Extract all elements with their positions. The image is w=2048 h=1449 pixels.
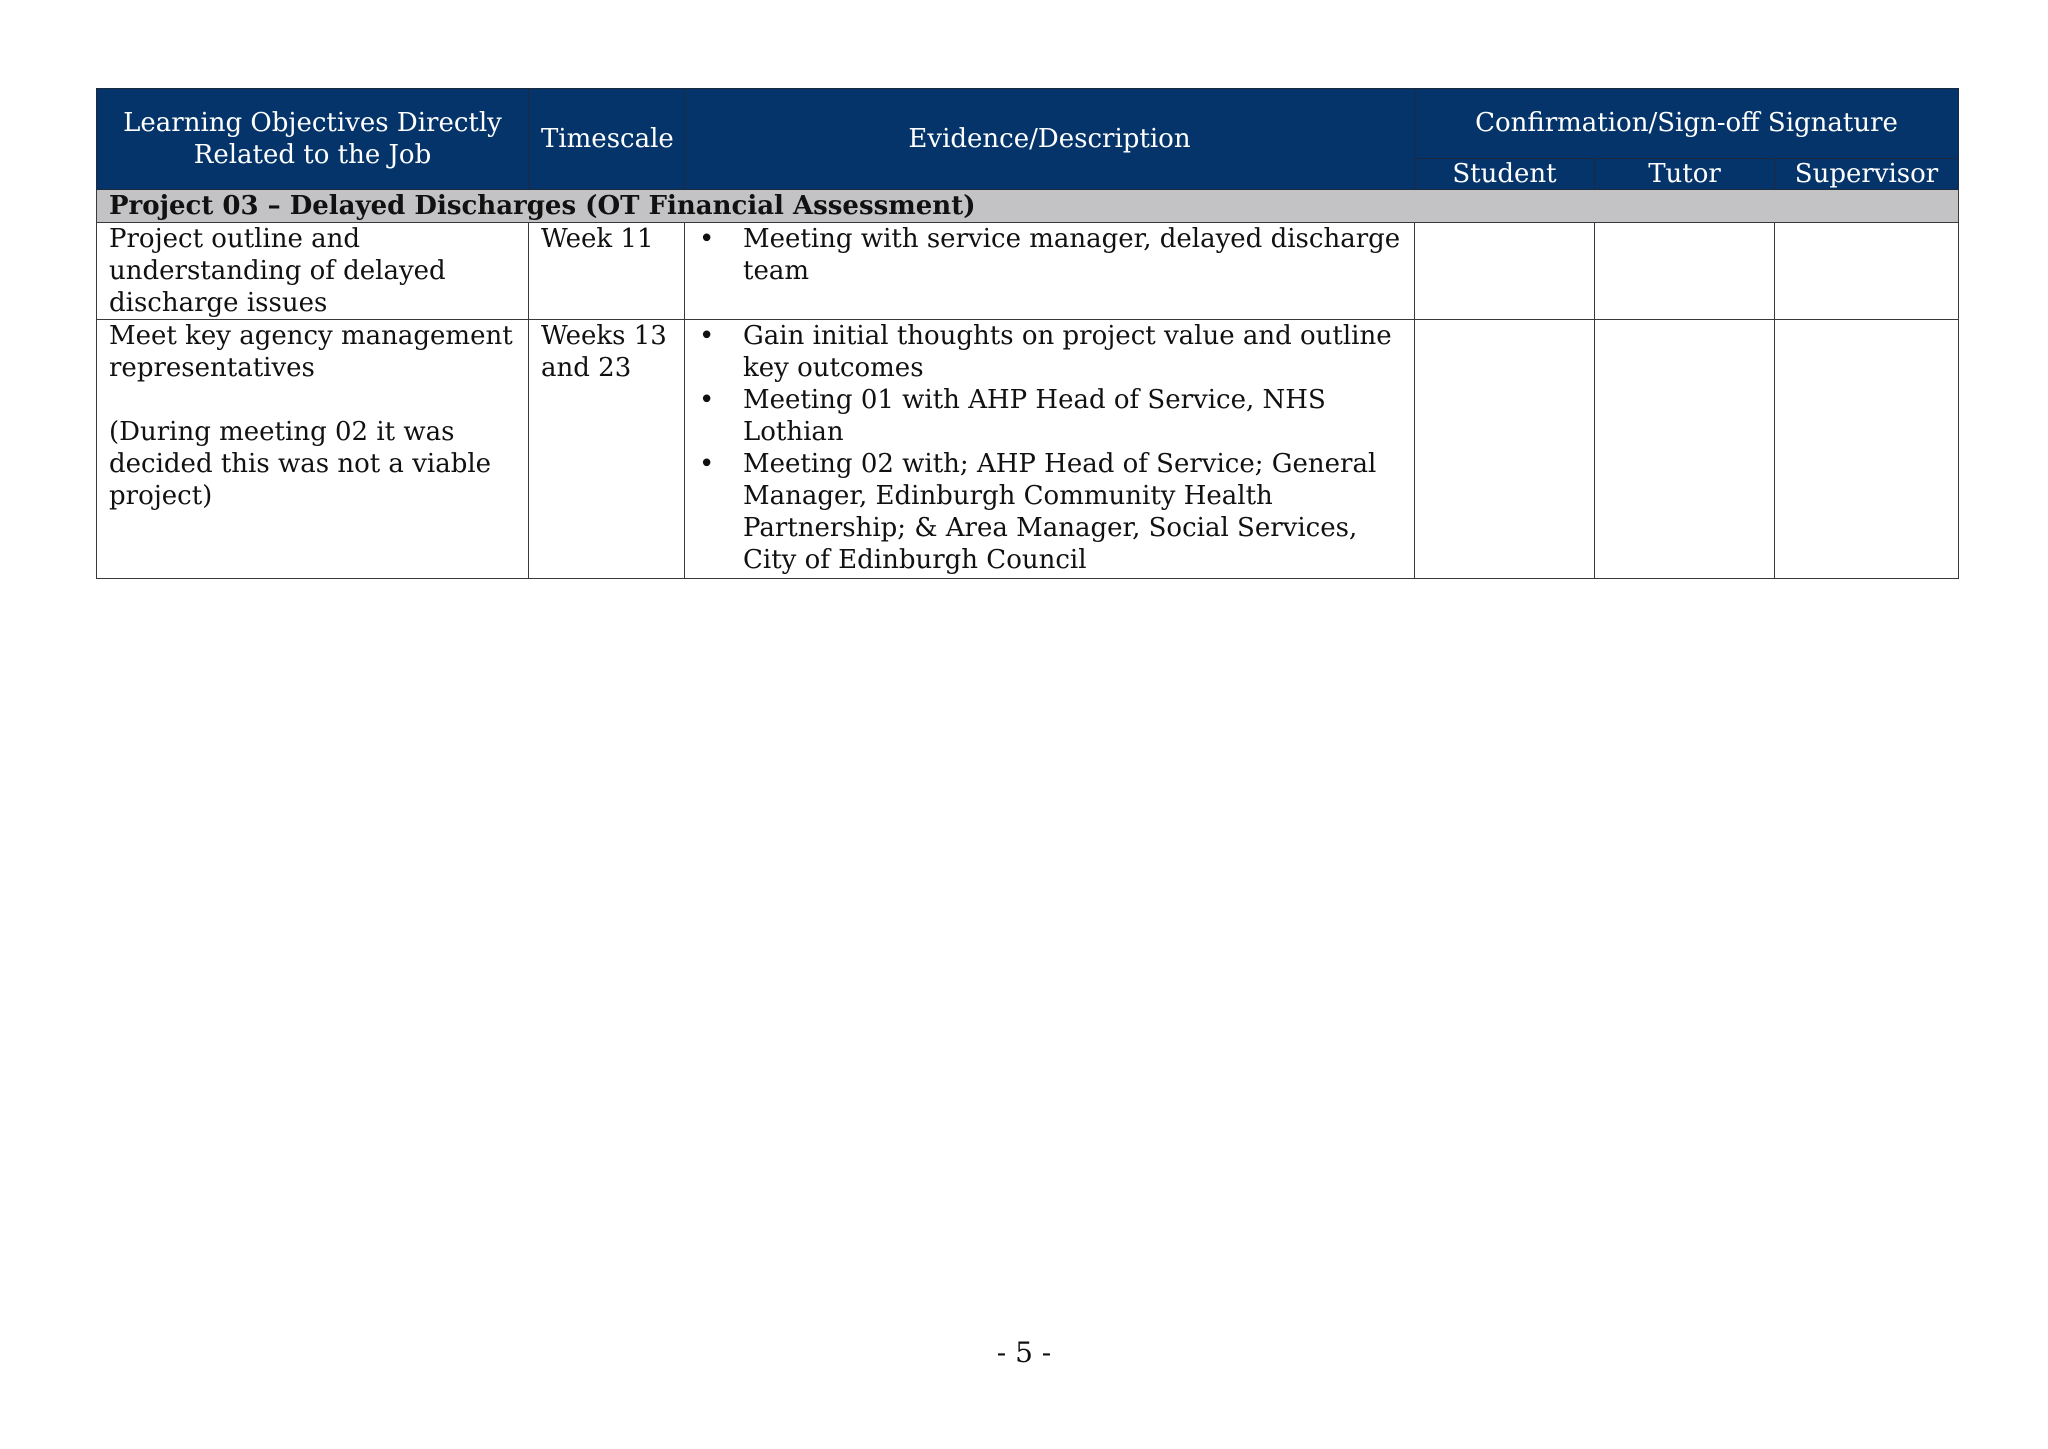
header-timescale: Timescale <box>529 89 685 190</box>
evidence-item: • Meeting 02 with; AHP Head of Service; General Manager, Edinburgh Community Health Partnership; & Area Manager, Social Services, City of Edinburgh Council <box>697 448 1402 576</box>
timescale-cell: Week 11 <box>529 223 685 320</box>
header-student: Student <box>1415 158 1595 189</box>
evidence-list <box>697 223 1402 287</box>
header-tutor: Tutor <box>1595 158 1775 189</box>
objective-text: Meet key agency management representatives <box>109 321 513 383</box>
header-evidence-description: Evidence/Description <box>685 89 1415 190</box>
tutor-signature-cell[interactable] <box>1595 223 1775 320</box>
objective-note: (During meeting 02 it was decided this was not a viable project) <box>109 417 492 511</box>
table-row <box>97 223 1959 320</box>
student-signature-cell[interactable] <box>1415 320 1595 579</box>
tutor-signature-cell[interactable] <box>1595 320 1775 579</box>
header-confirmation-signature: Confirmation/Sign-off Signature <box>1415 89 1959 159</box>
objective-text: Project outline and understanding of delayed discharge issues <box>109 224 446 318</box>
supervisor-signature-cell[interactable] <box>1775 223 1959 320</box>
objective-cell <box>97 320 529 579</box>
evidence-cell <box>685 320 1415 579</box>
section-row <box>97 190 1959 223</box>
timescale-cell: Weeks 13 and 23 <box>529 320 685 579</box>
header-learning-objectives: Learning Objectives Directly Related to the Job <box>97 89 529 190</box>
learning-plan-table <box>96 88 1959 579</box>
student-signature-cell[interactable] <box>1415 223 1595 320</box>
supervisor-signature-cell[interactable] <box>1775 320 1959 579</box>
header-supervisor: Supervisor <box>1775 158 1959 189</box>
evidence-list <box>697 320 1402 576</box>
page-number: - 5 - <box>996 1336 1052 1369</box>
section-title: Project 03 – Delayed Discharges (OT Financial Assessment) <box>97 190 1959 223</box>
objective-cell <box>97 223 529 320</box>
evidence-item: • Gain initial thoughts on project value and outline key outcomes <box>697 320 1402 384</box>
evidence-cell <box>685 223 1415 320</box>
evidence-item: • Meeting with service manager, delayed discharge team <box>697 223 1402 287</box>
evidence-item: • Meeting 01 with AHP Head of Service, NHS Lothian <box>697 384 1402 448</box>
table-row <box>97 320 1959 579</box>
